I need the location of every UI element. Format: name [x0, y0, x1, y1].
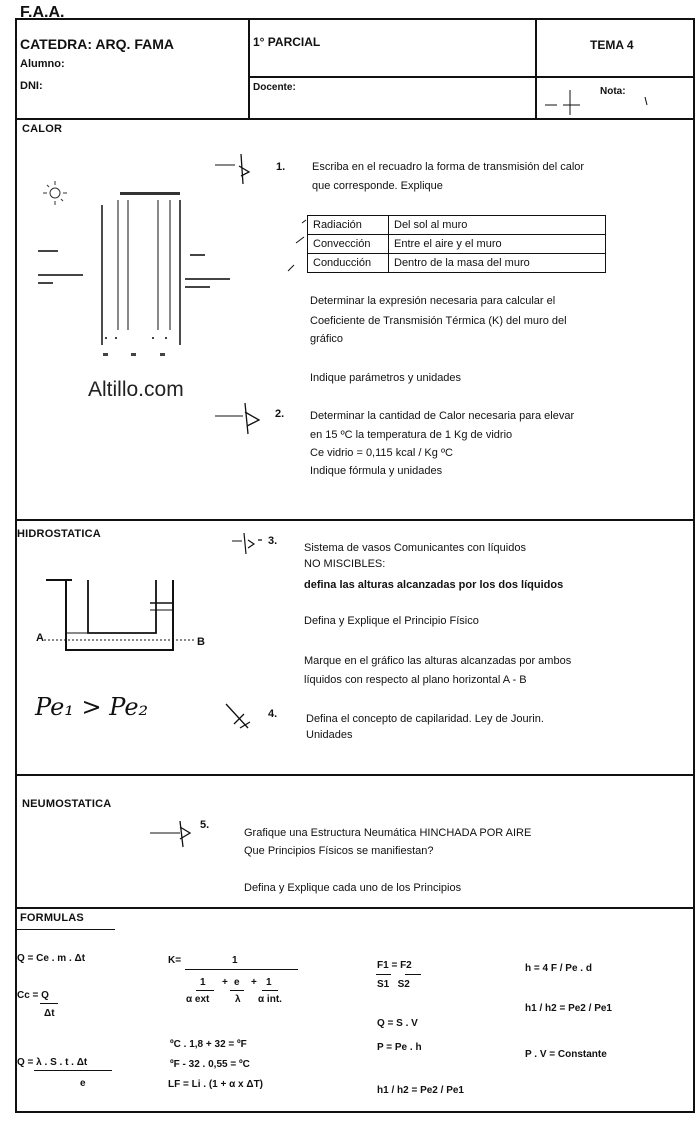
table-row: [308, 235, 606, 254]
formula-k-den-sub-3: α int.: [258, 994, 282, 1005]
formula-fahrenheit-to-celsius: ºF - 32 . 0,55 = ºC: [170, 1059, 250, 1070]
formula-k-label: K=: [168, 955, 182, 966]
u-tube-diagram: [36, 575, 216, 665]
formula-linear-expansion: LF = Li . (1 + α x ΔT): [168, 1079, 264, 1090]
diagram-label-b: B: [197, 636, 205, 648]
frame-top: [15, 18, 695, 20]
watermark: Altillo.com: [88, 378, 184, 401]
table-tick-marks: [282, 215, 312, 275]
tema-label: TEMA 4: [590, 38, 634, 52]
sun-icon: [43, 181, 67, 205]
header-divider-1: [248, 18, 250, 120]
wall-diagram: [35, 165, 245, 365]
frame-left: [15, 18, 17, 1112]
formula-k-den-plus-2: +: [251, 977, 257, 988]
transmission-mode: Conducción: [308, 254, 389, 273]
q3-line-6: líquidos con respecto al plano horizontal A - B: [304, 674, 527, 686]
q3-line-1: Sistema de vasos Comunicantes con líquidos: [304, 542, 526, 554]
formula-cc-bottom: Δt: [44, 1008, 55, 1019]
q4-line-1: Defina el concepto de capilaridad. Ley de Jourin.: [306, 713, 544, 725]
q1-number: 1.: [276, 161, 286, 173]
formula-k-numerator: 1: [232, 955, 238, 966]
transmission-table: [307, 215, 606, 273]
transmission-mode: Convección: [308, 235, 389, 254]
alumno-label: Alumno:: [20, 58, 65, 70]
formula-q-ce: Q = Ce . m . Δt: [17, 953, 86, 964]
q3-line-3: defina las alturas alcanzadas por los dos líquidos: [304, 579, 564, 591]
formula-k-sub-bar-3: [262, 990, 278, 991]
handwritten-note: Pe₁ > Pe₂: [35, 693, 149, 721]
q1-line-1: Escriba en el recuadro la forma de transmisión del calor: [312, 161, 585, 173]
formula-pressure-bar-2: [405, 974, 421, 975]
header-divider-2: [535, 18, 537, 120]
formula-k-den-plus-1: +: [222, 977, 228, 988]
q4-number: 4.: [268, 708, 278, 720]
q1-det-line-1: Determinar la expresión necesaria para calcular el: [310, 295, 556, 307]
frame-bottom: [15, 1111, 695, 1113]
formula-pressure-bar-1: [376, 974, 391, 975]
formula-pressure-top: F1 = F2: [377, 960, 412, 971]
formula-k-fraction-bar: [185, 969, 298, 970]
formula-cc-fraction-bar: [40, 1003, 58, 1004]
q4-x-mark: [222, 698, 257, 738]
transmission-mode: Radiación: [308, 216, 389, 235]
calor-divider: [15, 519, 695, 521]
catedra: CATEDRA: ARQ. FAMA: [20, 36, 174, 52]
neumostatica-divider: [15, 907, 695, 909]
q5-check-mark: [150, 815, 200, 850]
q2-check-mark: [215, 398, 265, 438]
q2-number: 2.: [275, 408, 285, 420]
formula-q-lambda-bottom: e: [80, 1078, 86, 1089]
formula-pressure-bottom: S1 S2: [377, 979, 410, 990]
hidrostatica-title: HIDROSTATICA: [17, 528, 101, 540]
q3-line-4: Defina y Explique el Principio Físico: [304, 615, 479, 627]
formula-q-sv: Q = S . V: [377, 1018, 418, 1029]
formula-h1h2-a: h1 / h2 = Pe2 / Pe1: [377, 1085, 464, 1096]
formula-h-capillary: h = 4 F / Pe . d: [525, 963, 592, 974]
frame-right: [693, 18, 695, 1112]
institution: F.A.A.: [20, 4, 65, 21]
q1-det-line-2: Coeficiente de Transmisión Térmica (K) del muro del: [310, 315, 567, 327]
formula-k-sub-bar-1: [196, 990, 214, 991]
table-row: [308, 216, 606, 235]
transmission-desc: Del sol al muro: [389, 216, 606, 235]
formula-q-lambda-top: Q = λ . S . t . Δt: [17, 1057, 88, 1068]
transmission-desc: Entre el aire y el muro: [389, 235, 606, 254]
formula-k-den-sub-2: λ: [235, 994, 241, 1005]
q2-line-3: Ce vidrio = 0,115 kcal / Kg ºC: [310, 447, 453, 459]
nota-marks: [545, 85, 655, 120]
neumostatica-title: NEUMOSTATICA: [22, 798, 112, 810]
formulas-title: FORMULAS: [20, 912, 84, 924]
formula-k-den-3: 1: [266, 977, 272, 988]
formula-h1h2-b: h1 / h2 = Pe2 / Pe1: [525, 1003, 612, 1014]
nota-label: Nota:: [600, 86, 626, 97]
dni-label: DNI:: [20, 80, 43, 92]
formula-cc-top: Cc = Q: [17, 990, 49, 1001]
q4-line-2: Unidades: [306, 729, 353, 741]
q2-line-2: en 15 ºC la temperatura de 1 Kg de vidrio: [310, 429, 513, 441]
formula-k-den-1: 1: [200, 977, 206, 988]
q1-line-2: que corresponde. Explique: [312, 180, 443, 192]
formula-celsius-to-fahrenheit: ºC . 1,8 + 32 = ºF: [170, 1039, 247, 1050]
diagram-label-a: A: [36, 632, 44, 644]
formula-k-den-2: e: [234, 977, 240, 988]
q1-units: Indique parámetros y unidades: [310, 372, 462, 384]
formulas-title-underline: [15, 929, 115, 930]
q2-line-1: Determinar la cantidad de Calor necesaria para elevar: [310, 410, 575, 422]
q3-line-5: Marque en el gráfico las alturas alcanzadas por ambos: [304, 655, 572, 667]
formula-boyle: P . V = Constante: [525, 1049, 607, 1060]
q3-line-2: NO MISCIBLES:: [304, 558, 386, 570]
formula-p-pe-h: P = Pe . h: [377, 1042, 422, 1053]
hidrostatica-divider: [15, 774, 695, 776]
q2-line-4: Indique fórmula y unidades: [310, 465, 443, 477]
exam-title: 1° PARCIAL: [253, 35, 321, 49]
q5-number: 5.: [200, 819, 210, 831]
q1-det-line-3: gráfico: [310, 333, 344, 345]
table-row: [308, 254, 606, 273]
q5-line-2: Que Principios Físicos se manifiestan?: [244, 845, 434, 857]
calor-title: CALOR: [22, 123, 63, 135]
docente-label: Docente:: [253, 82, 296, 93]
formula-k-den-sub-1: α ext: [186, 994, 210, 1005]
formula-k-sub-bar-2: [230, 990, 244, 991]
header-row-line: [248, 76, 695, 78]
transmission-desc: Dentro de la masa del muro: [389, 254, 606, 273]
q5-line-1: Grafique una Estructura Neumática HINCHADA POR AIRE: [244, 827, 532, 839]
q3-check-mark: [232, 528, 292, 558]
formula-q-lambda-fraction-bar: [34, 1070, 112, 1071]
q3-number: 3.: [268, 535, 278, 547]
q1-check-mark: [215, 152, 255, 192]
q5-line-3: Defina y Explique cada uno de los Principios: [244, 882, 462, 894]
